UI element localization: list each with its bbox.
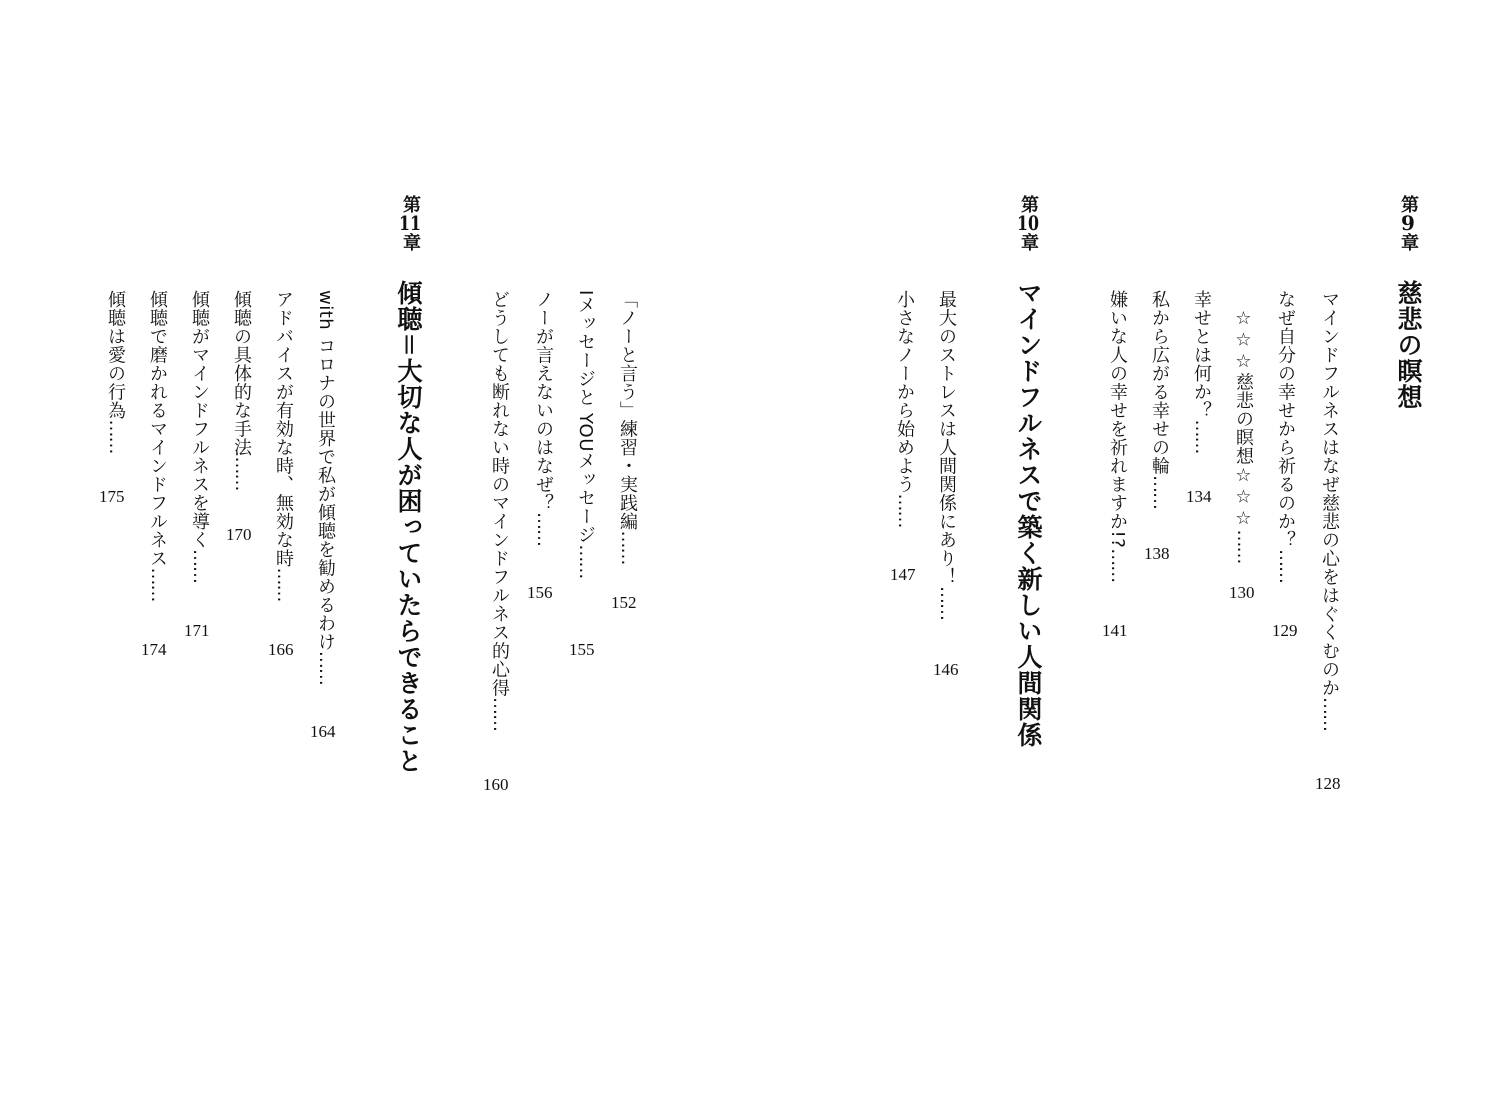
toc-entry[interactable]: ノーが言えないのはなぜ？…… <box>533 290 554 546</box>
page-number: 171 <box>184 621 210 640</box>
toc-entry[interactable]: マインドフルネスはなぜ慈悲の心をはぐくむのか…… <box>1319 290 1340 731</box>
page-number: 130 <box>1229 583 1255 602</box>
page-number: 141 <box>1102 621 1128 640</box>
page-number: 146 <box>933 660 959 679</box>
toc-entry[interactable]: 傾聴で磨かれるマインドフルネス…… <box>147 290 168 602</box>
toc-entry[interactable]: 私から広がる幸せの輪…… <box>1149 290 1170 509</box>
page-number: 155 <box>569 640 595 659</box>
page-number: 156 <box>527 583 553 602</box>
chapter-9-title: 慈悲の瞑想 <box>1394 280 1423 410</box>
toc-entry[interactable]: アドバイスが有効な時、無効な時…… <box>273 290 294 602</box>
toc-entry[interactable]: 傾聴がマインドフルネスを導く…… <box>189 290 210 583</box>
page-number: 128 <box>1315 774 1341 793</box>
page-number: 138 <box>1144 544 1170 563</box>
chapter-10-title: マインドフルネスで築く新しい人間関係 <box>1014 280 1043 748</box>
toc-entry[interactable]: Iメッセージと YOUメッセージ…… <box>575 290 596 579</box>
toc-entry[interactable]: なぜ自分の幸せから祈るのか？…… <box>1275 290 1296 583</box>
page-number: 160 <box>483 775 509 794</box>
chapter-9-label: 第9章 <box>1398 195 1419 251</box>
page-number: 147 <box>890 565 916 584</box>
chapter-11-label: 第11章 <box>399 195 421 251</box>
chapter-10-label: 第10章 <box>1017 195 1039 251</box>
page-number: 134 <box>1186 487 1212 506</box>
toc-entry[interactable]: 最大のストレスは人間関係にあり！…… <box>936 290 957 620</box>
toc-entry[interactable]: 小さなノーから始めよう…… <box>894 290 915 528</box>
toc-entry[interactable]: どうしても断れない時のマインドフルネス的心得…… <box>489 290 510 731</box>
page-number: 129 <box>1272 621 1298 640</box>
chapter-11-title: 傾聴＝大切な人が困っていたらできること <box>394 280 423 775</box>
toc-entry[interactable]: 「ノーと言う」練習・実践編…… <box>617 290 638 565</box>
toc-entry[interactable]: 傾聴は愛の行為…… <box>105 290 126 454</box>
page-number: 166 <box>268 640 294 659</box>
page-number: 175 <box>99 487 125 506</box>
page-number: 152 <box>611 593 637 612</box>
toc-entry[interactable]: 幸せとは何か？…… <box>1191 290 1212 454</box>
toc-entry[interactable]: 傾聴の具体的な手法…… <box>231 290 252 491</box>
page-number: 164 <box>310 722 336 741</box>
toc-entry[interactable]: with コロナの世界で私が傾聴を勧めるわけ…… <box>315 290 336 685</box>
page-number: 170 <box>226 525 252 544</box>
toc-entry[interactable]: ☆☆☆慈悲の瞑想☆☆☆…… <box>1233 308 1254 564</box>
toc-entry[interactable]: 嫌いな人の幸せを祈れますか!?…… <box>1107 290 1128 583</box>
page-number: 174 <box>141 640 167 659</box>
